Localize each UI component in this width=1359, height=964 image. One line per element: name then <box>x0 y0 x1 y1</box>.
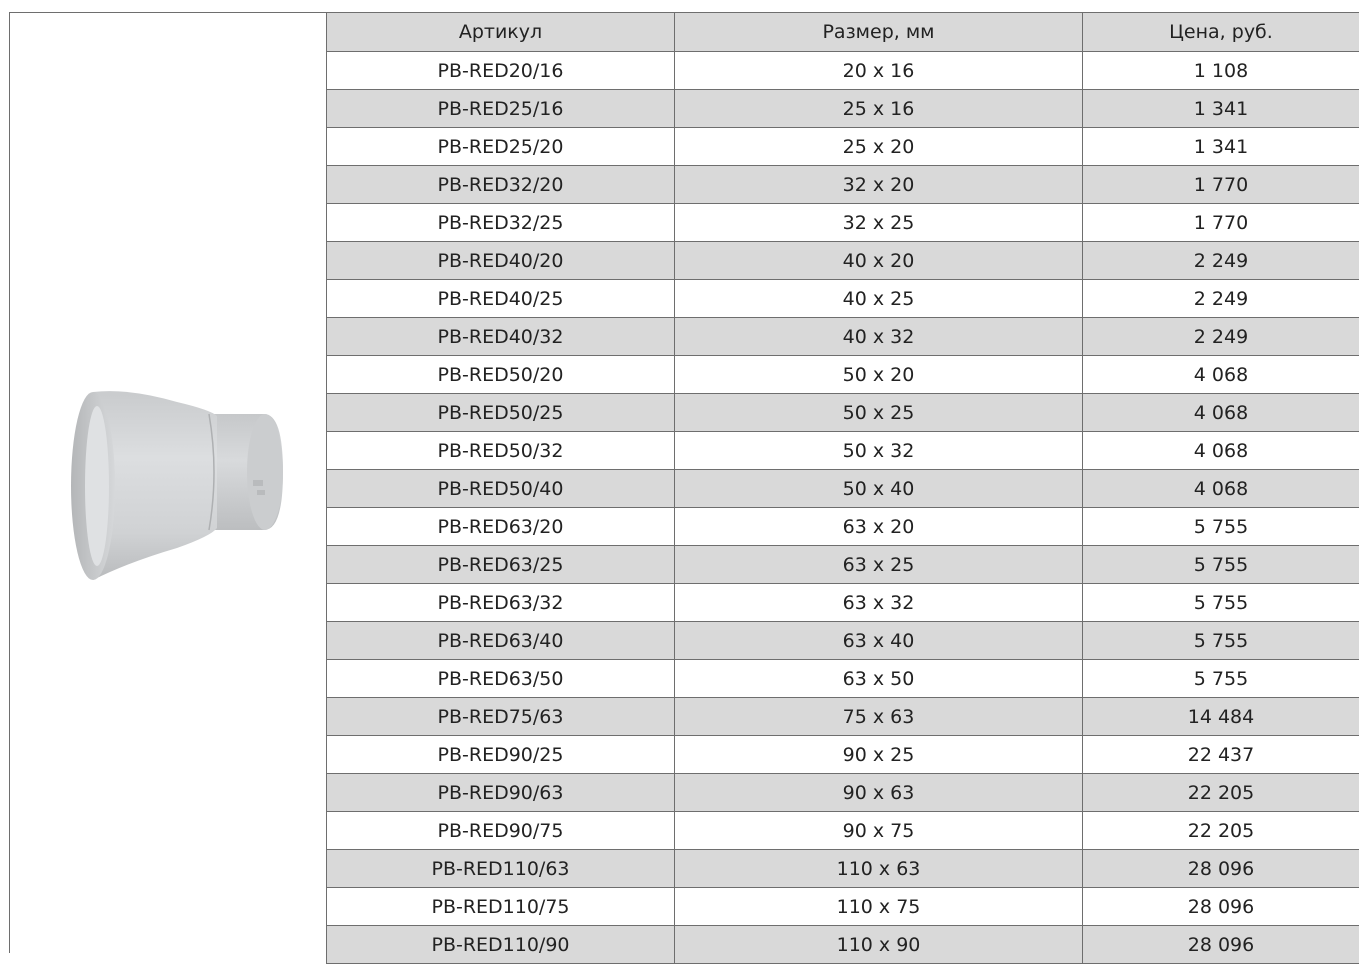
cell-price: 28 096 <box>1083 926 1359 964</box>
table-row <box>327 508 1359 546</box>
product-image-cell <box>9 12 326 953</box>
cell-size: 40 x 32 <box>675 318 1083 356</box>
table-row <box>327 242 1359 280</box>
cell-size: 63 x 25 <box>675 546 1083 584</box>
cell-article: PB-RED75/63 <box>327 698 675 736</box>
column-header-size: Размер, мм <box>675 13 1083 52</box>
cell-article: PB-RED32/20 <box>327 166 675 204</box>
cell-article: PB-RED63/32 <box>327 584 675 622</box>
table-row <box>327 546 1359 584</box>
cell-article: PB-RED40/20 <box>327 242 675 280</box>
table-row <box>327 204 1359 242</box>
cell-size: 75 x 63 <box>675 698 1083 736</box>
cell-price: 28 096 <box>1083 888 1359 926</box>
cell-size: 110 x 75 <box>675 888 1083 926</box>
cell-article: PB-RED110/75 <box>327 888 675 926</box>
cell-price: 5 755 <box>1083 546 1359 584</box>
cell-price: 4 068 <box>1083 394 1359 432</box>
cell-article: PB-RED90/75 <box>327 812 675 850</box>
table-row <box>327 280 1359 318</box>
cell-size: 63 x 50 <box>675 660 1083 698</box>
cell-size: 50 x 20 <box>675 356 1083 394</box>
cell-article: PB-RED90/63 <box>327 774 675 812</box>
cell-size: 63 x 20 <box>675 508 1083 546</box>
table-row <box>327 660 1359 698</box>
cell-price: 5 755 <box>1083 622 1359 660</box>
table-row <box>327 774 1359 812</box>
cell-size: 90 x 63 <box>675 774 1083 812</box>
table-row <box>327 888 1359 926</box>
table-row <box>327 432 1359 470</box>
column-header-price: Цена, руб. <box>1083 13 1359 52</box>
table-row <box>327 394 1359 432</box>
price-table-wrap <box>326 12 1359 964</box>
cell-price: 22 205 <box>1083 812 1359 850</box>
cell-price: 1 108 <box>1083 52 1359 90</box>
table-row <box>327 622 1359 660</box>
cell-article: PB-RED63/40 <box>327 622 675 660</box>
table-row <box>327 850 1359 888</box>
table-row <box>327 584 1359 622</box>
cell-size: 110 x 63 <box>675 850 1083 888</box>
cell-price: 22 437 <box>1083 736 1359 774</box>
cell-size: 50 x 25 <box>675 394 1083 432</box>
cell-article: PB-RED110/63 <box>327 850 675 888</box>
table-row <box>327 736 1359 774</box>
cell-price: 2 249 <box>1083 318 1359 356</box>
cell-price: 4 068 <box>1083 470 1359 508</box>
table-row <box>327 128 1359 166</box>
cell-size: 63 x 32 <box>675 584 1083 622</box>
cell-article: PB-RED50/40 <box>327 470 675 508</box>
cell-size: 63 x 40 <box>675 622 1083 660</box>
table-row <box>327 812 1359 850</box>
cell-size: 110 x 90 <box>675 926 1083 964</box>
cell-article: PB-RED50/25 <box>327 394 675 432</box>
cell-price: 5 755 <box>1083 660 1359 698</box>
cell-price: 1 341 <box>1083 128 1359 166</box>
cell-price: 14 484 <box>1083 698 1359 736</box>
cell-size: 40 x 20 <box>675 242 1083 280</box>
cell-size: 50 x 32 <box>675 432 1083 470</box>
table-row <box>327 470 1359 508</box>
table-header-row <box>327 13 1359 52</box>
table-row <box>327 90 1359 128</box>
cell-size: 50 x 40 <box>675 470 1083 508</box>
cell-size: 32 x 25 <box>675 204 1083 242</box>
cell-article: PB-RED63/50 <box>327 660 675 698</box>
cell-price: 4 068 <box>1083 432 1359 470</box>
table-row <box>327 698 1359 736</box>
cell-article: PB-RED25/16 <box>327 90 675 128</box>
cell-article: PB-RED25/20 <box>327 128 675 166</box>
cell-price: 2 249 <box>1083 280 1359 318</box>
cell-size: 90 x 75 <box>675 812 1083 850</box>
cell-article: PB-RED63/20 <box>327 508 675 546</box>
cell-price: 4 068 <box>1083 356 1359 394</box>
cell-price: 1 770 <box>1083 204 1359 242</box>
column-header-article: Артикул <box>327 13 675 52</box>
cell-size: 40 x 25 <box>675 280 1083 318</box>
cell-article: PB-RED32/25 <box>327 204 675 242</box>
cell-size: 32 x 20 <box>675 166 1083 204</box>
cell-article: PB-RED20/16 <box>327 52 675 90</box>
cell-price: 5 755 <box>1083 508 1359 546</box>
cell-article: PB-RED40/25 <box>327 280 675 318</box>
table-row <box>327 926 1359 964</box>
cell-size: 90 x 25 <box>675 736 1083 774</box>
cell-article: PB-RED50/20 <box>327 356 675 394</box>
cell-price: 1 770 <box>1083 166 1359 204</box>
table-row <box>327 166 1359 204</box>
cell-price: 1 341 <box>1083 90 1359 128</box>
cell-article: PB-RED90/25 <box>327 736 675 774</box>
cell-price: 22 205 <box>1083 774 1359 812</box>
cell-article: PB-RED63/25 <box>327 546 675 584</box>
cell-article: PB-RED50/32 <box>327 432 675 470</box>
cell-size: 25 x 20 <box>675 128 1083 166</box>
cell-article: PB-RED110/90 <box>327 926 675 964</box>
cell-price: 2 249 <box>1083 242 1359 280</box>
table-row <box>327 52 1359 90</box>
reducer-fitting-image <box>59 380 299 592</box>
table-row <box>327 318 1359 356</box>
table-row <box>327 356 1359 394</box>
price-table <box>326 12 1359 964</box>
cell-size: 20 x 16 <box>675 52 1083 90</box>
cell-price: 5 755 <box>1083 584 1359 622</box>
cell-article: PB-RED40/32 <box>327 318 675 356</box>
cell-price: 28 096 <box>1083 850 1359 888</box>
cell-size: 25 x 16 <box>675 90 1083 128</box>
